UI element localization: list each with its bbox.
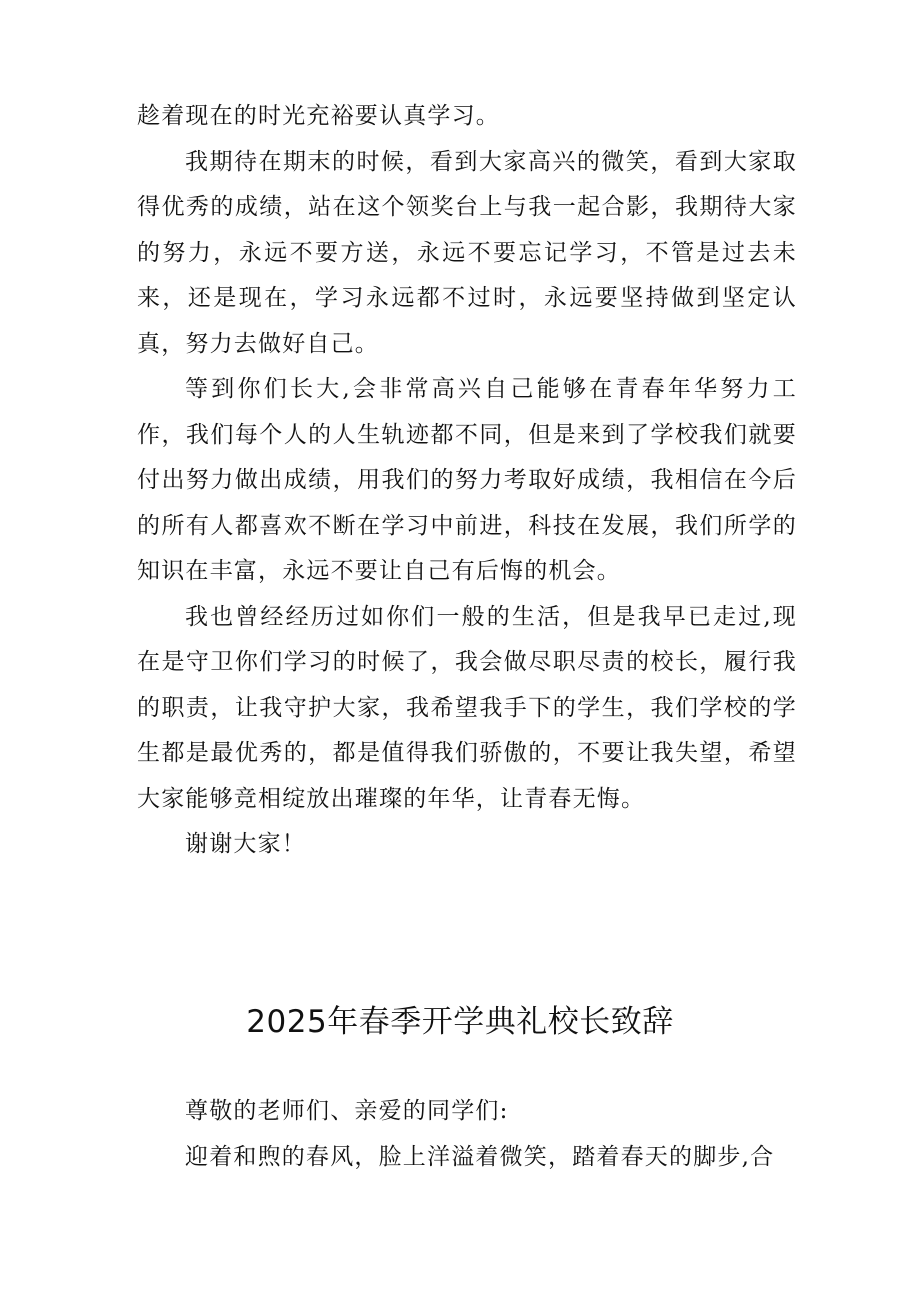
paragraph-salutation: 尊敬的老师们、亲爱的同学们: (185, 1098, 509, 1124)
speech-body-new (137, 1089, 797, 1180)
paragraph-principal-duty: 我也曾经经历过如你们一般的生活，但是我早已走过,现在是守卫你们学习的时候了，我会做尽职尽责的校长，履行我的职责，让我守护大家，我希望我手下的学生，我们学校的学生都是最优秀的，都是值得我们骄傲的，不要让我失望，希望大家能够竞相绽放出璀璨的年华，让青春无悔。 (137, 603, 797, 812)
paragraph-continuation: 趁着现在的时光充裕要认真学习。 (137, 103, 500, 129)
paragraph-thanks: 谢谢大家！ (185, 831, 306, 857)
paragraph-growing-up: 等到你们长大,会非常高兴自己能够在青春年华努力工作，我们每个人的人生轨迹都不同，但是来到了学校我们就要付出努力做出成绩，用我们的努力考取好成绩，我相信在今后的所有人都喜欢不断在学习中前进，科技在发展，我们所学的知识在丰富，永远不要让自己有后悔的机会。 (137, 376, 797, 584)
paragraph-expectation: 我期待在期末的时候，看到大家高兴的微笑，看到大家取得优秀的成绩，站在这个领奖台上与我一起合影，我期待大家的努力，永远不要方送，永远不要忘记学习，不管是过去未来，还是现在，学习永远都不过时，永远要坚持做到坚定认真，努力去做好自己。 (137, 148, 797, 357)
paragraph-opening: 迎着和煦的春风，脸上洋溢着微笑，踏着春天的脚步,合 (185, 1143, 775, 1170)
speech-body-continued (137, 94, 797, 868)
speech-title: 2025年春季开学典礼校长致辞 (246, 1004, 674, 1040)
